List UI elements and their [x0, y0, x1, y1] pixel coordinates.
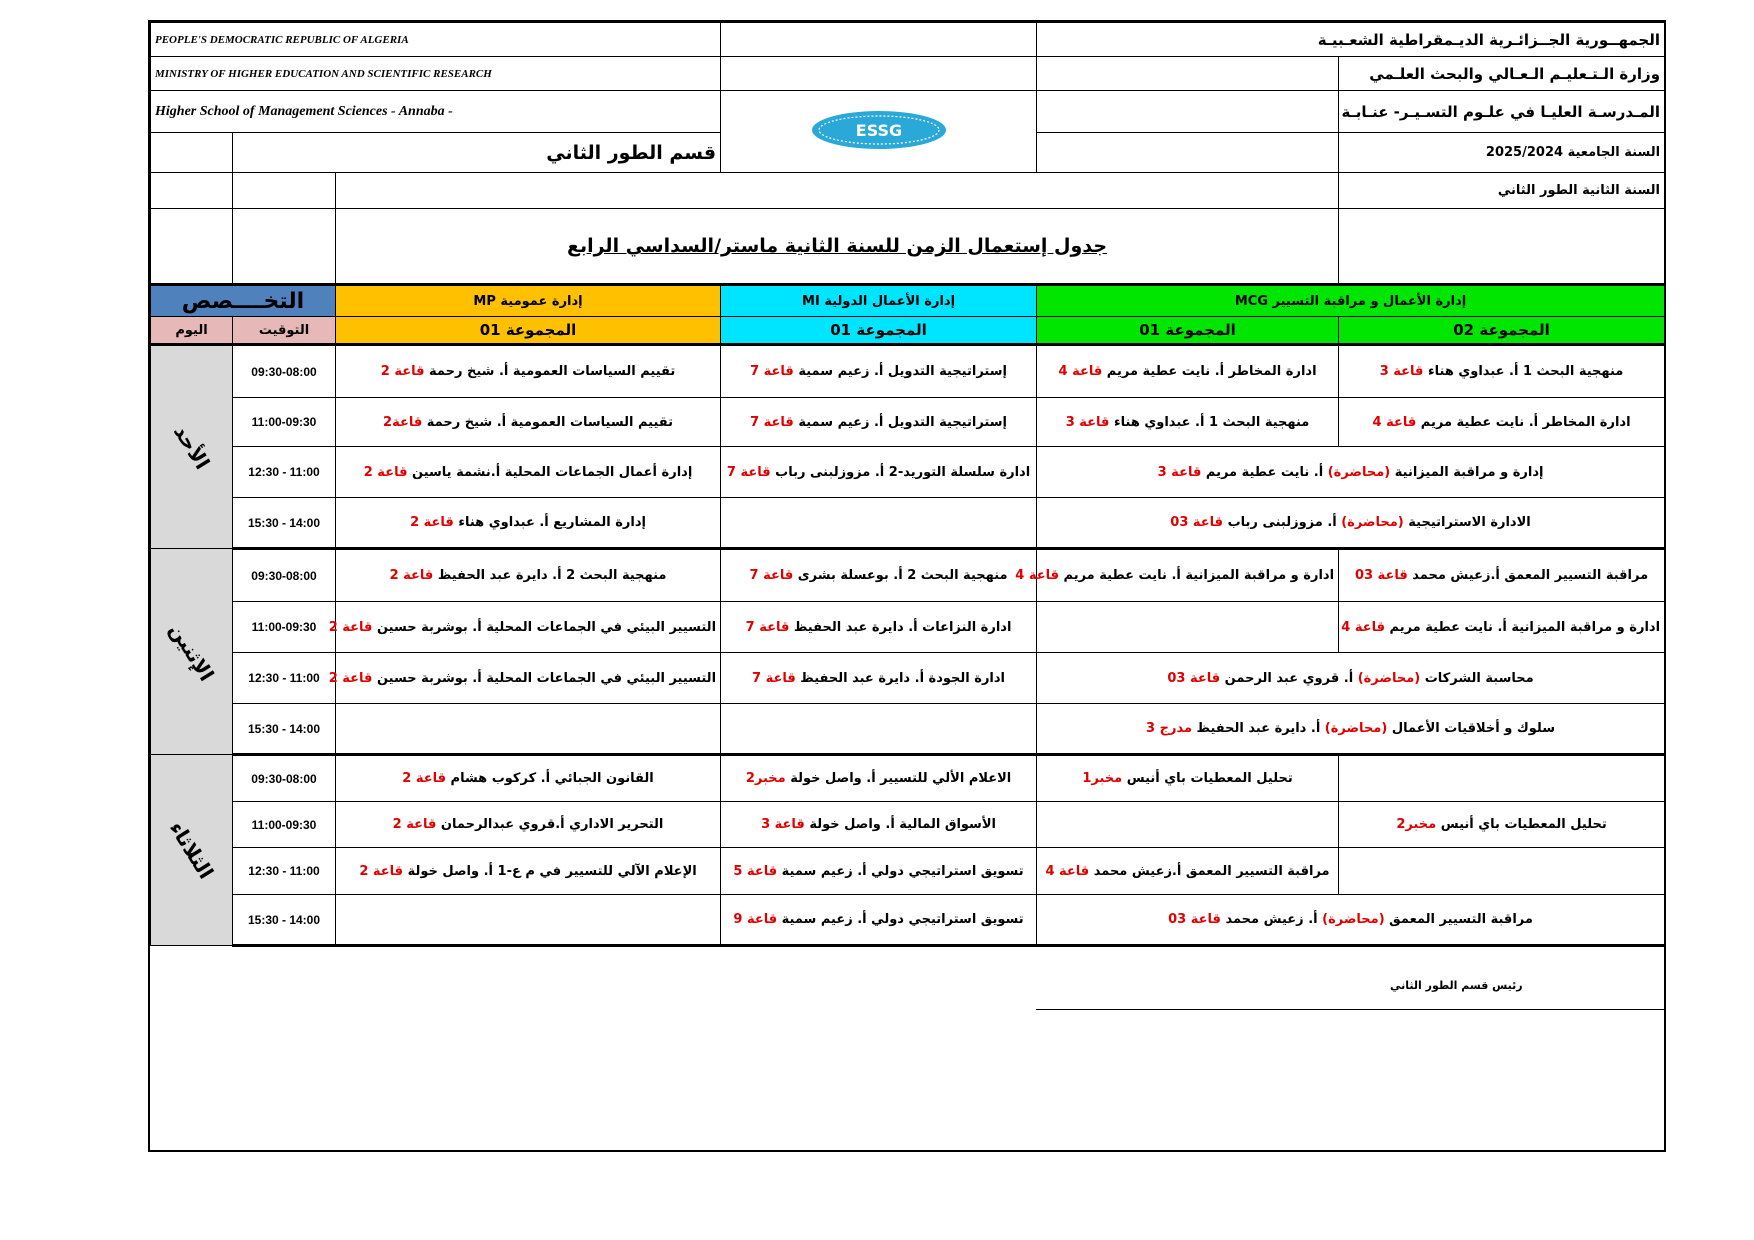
session-cell: تحليل المعطيات باي أنيس مخبر2	[1339, 802, 1665, 848]
session-cell: التحرير الاداري أ.قروي عبدالرحمان قاعة 2	[336, 802, 721, 848]
lecture-cell: محاسبة الشركات (محاضرة) أ. قروي عبد الرحمن قاعة 03	[1037, 653, 1665, 704]
col-mi-header: إدارة الأعمال الدولية MI	[721, 285, 1037, 317]
time-slot: 12:30 - 11:00	[233, 447, 336, 498]
time-slot: 11:00-09:30	[233, 602, 336, 653]
lecture-cell: مراقبة التسيير المعمق (محاضرة) أ. زعيش محمد قاعة 03	[1037, 895, 1665, 946]
header-en-ministry: MINISTRY OF HIGHER EDUCATION AND SCIENTIFIC RESEARCH	[151, 57, 721, 91]
time-slot: 12:30 - 11:00	[233, 653, 336, 704]
session-cell: الاعلام الألي للتسيير أ. واصل خولة مخبر2	[721, 755, 1037, 802]
schedule-title: جدول إستعمال الزمن للسنة الثانية ماستر/السداسي الرابع	[336, 209, 1339, 285]
specialty-header: التخــــصص	[151, 285, 336, 317]
session-cell: ادارة سلسلة التوريد-2 أ. مزوزلبنى رباب قاعة 7	[721, 447, 1037, 498]
logo-text: ESSG	[855, 120, 902, 140]
col-mp-header: إدارة عمومية MP	[336, 285, 721, 317]
table-row	[151, 602, 1665, 653]
empty-cell	[721, 704, 1037, 755]
session-cell: ادارة و مراقبة الميزانية أ. نايت عطية مريم قاعة 4	[1037, 549, 1339, 602]
session-cell: ادارة و مراقبة الميزانية أ. نايت عطية مريم قاعة 4	[1339, 602, 1665, 653]
group-mcg-2: المجموعة 02	[1339, 317, 1665, 345]
table-row	[151, 802, 1665, 848]
level-label: السنة الثانية الطور الثاني	[1339, 173, 1665, 209]
time-slot: 11:00-09:30	[233, 398, 336, 447]
table-row	[151, 398, 1665, 447]
header-ar-school: المـدرسـة العليـا في علـوم التسـيـر- عنـابـة	[1339, 91, 1665, 133]
time-slot: 11:00-09:30	[233, 802, 336, 848]
day-sunday: الأحد	[151, 345, 233, 549]
session-cell: ادارة المخاطر أ. نايت عطية مريم قاعة 4	[1339, 398, 1665, 447]
session-cell: الأسواق المالية أ. واصل خولة قاعة 3	[721, 802, 1037, 848]
signature-line	[1036, 1009, 1664, 1010]
session-cell: مراقبة التسيير المعمق أ.زعيش محمد قاعة 03	[1339, 549, 1665, 602]
table-row	[151, 848, 1665, 895]
session-cell: القانون الجبائي أ. كركوب هشام قاعة 2	[336, 755, 721, 802]
session-cell: إستراتيجية التدويل أ. زعيم سمية قاعة 7	[721, 398, 1037, 447]
table-row	[151, 895, 1665, 946]
session-cell: منهجية البحث 1 أ. عبداوي هناء قاعة 3	[1037, 398, 1339, 447]
session-cell: تقييم السياسات العمومية أ. شيخ رحمة قاعة2	[336, 398, 721, 447]
session-cell: إدارة المشاريع أ. عبداوي هناء قاعة 2	[336, 498, 721, 549]
session-cell: ادارة النزاعات أ. دايرة عبد الحفيظ قاعة 7	[721, 602, 1037, 653]
table-row	[151, 447, 1665, 498]
session-cell: تحليل المعطيات باي أنيس مخبر1	[1037, 755, 1339, 802]
header-en-republic: PEOPLE'S DEMOCRATIC REPUBLIC OF ALGERIA	[151, 23, 721, 57]
logo-cell	[721, 91, 1037, 173]
header-ar-republic: الجمهــورية الجــزائـرية الديـمقراطية الشعـبيـة	[1037, 23, 1665, 57]
header-blank	[151, 133, 233, 173]
session-cell: الإعلام الآلي للتسيير في م ع-1 أ. واصل خولة قاعة 2	[336, 848, 721, 895]
session-cell: التسيير البيئي في الجماعات المحلية أ. بوشربة حسين قاعة 2	[336, 602, 721, 653]
schedule-table	[150, 22, 1665, 947]
table-row	[151, 549, 1665, 602]
session-cell: منهجية البحث 2 أ. بوعسلة بشرى قاعة 7	[721, 549, 1037, 602]
empty-cell	[1037, 602, 1339, 653]
table-row	[151, 345, 1665, 398]
header-blank	[151, 173, 233, 209]
time-slot: 09:30-08:00	[233, 755, 336, 802]
empty-cell	[336, 704, 721, 755]
table-row	[151, 755, 1665, 802]
time-slot: 09:30-08:00	[233, 345, 336, 398]
header-blank	[336, 173, 1339, 209]
empty-cell	[721, 498, 1037, 549]
session-cell: منهجية البحث 1 أ. عبداوي هناء قاعة 3	[1339, 345, 1665, 398]
session-cell: منهجية البحث 2 أ. دايرة عبد الحفيظ قاعة 2	[336, 549, 721, 602]
year-label: السنة الجامعية	[1567, 145, 1661, 160]
lecture-cell: إدارة و مراقبة الميزانية (محاضرة) أ. نايت عطية مريم قاعة 3	[1037, 447, 1665, 498]
session-cell: ادارة المخاطر أ. نايت عطية مريم قاعة 4	[1037, 345, 1339, 398]
header-blank	[721, 23, 1037, 57]
group-mp: المجموعة 01	[336, 317, 721, 345]
empty-cell	[336, 895, 721, 946]
table-row	[151, 704, 1665, 755]
table-row	[151, 653, 1665, 704]
academic-year	[1339, 133, 1665, 173]
header-blank	[1037, 91, 1339, 133]
empty-cell	[1037, 802, 1339, 848]
time-slot: 12:30 - 11:00	[233, 848, 336, 895]
header-en-school: Higher School of Management Sciences - Annaba -	[151, 91, 721, 133]
table-row	[151, 498, 1665, 549]
department-name: قسم الطور الثاني	[233, 133, 721, 173]
year-value: 2025/2024	[1485, 145, 1564, 160]
header-blank	[1037, 57, 1339, 91]
header-blank	[1339, 209, 1665, 285]
session-cell: إستراتيجية التدويل أ. زعيم سمية قاعة 7	[721, 345, 1037, 398]
timetable-sheet	[148, 20, 1666, 1152]
day-tuesday: الثلاثاء	[151, 755, 233, 946]
session-cell: مراقبة التسيير المعمق أ.زعيش محمد قاعة 4	[1037, 848, 1339, 895]
time-slot: 15:30 - 14:00	[233, 704, 336, 755]
empty-cell	[1339, 755, 1665, 802]
session-cell: ادارة الجودة أ. دايرة عبد الحفيظ قاعة 7	[721, 653, 1037, 704]
header-blank	[233, 173, 336, 209]
school-logo	[809, 108, 949, 152]
time-slot: 15:30 - 14:00	[233, 895, 336, 946]
header-blank	[233, 209, 336, 285]
time-slot: 09:30-08:00	[233, 549, 336, 602]
lecture-cell: الادارة الاستراتيجية (محاضرة) أ. مزوزلبنى رباب قاعة 03	[1037, 498, 1665, 549]
group-mi: المجموعة 01	[721, 317, 1037, 345]
session-cell: تقييم السياسات العمومية أ. شيخ رحمة قاعة 2	[336, 345, 721, 398]
header-ar-ministry: وزارة الـتـعليـم الـعـالي والبحث العلـمي	[1339, 57, 1665, 91]
session-cell: التسيير البيئي في الجماعات المحلية أ. بوشربة حسين قاعة 2	[336, 653, 721, 704]
header-blank	[721, 57, 1037, 91]
day-label: اليوم	[151, 317, 233, 345]
day-monday: الإثنين	[151, 549, 233, 755]
group-mcg-1: المجموعة 01	[1037, 317, 1339, 345]
empty-cell	[1339, 848, 1665, 895]
header-blank	[1037, 133, 1339, 173]
session-cell: تسويق استراتيجي دولي أ. زعيم سمية قاعة 5	[721, 848, 1037, 895]
signature-label: رئيس قسم الطور الثاني	[1390, 979, 1523, 992]
time-slot: 15:30 - 14:00	[233, 498, 336, 549]
session-cell: إدارة أعمال الجماعات المحلية أ.نشمة ياسين قاعة 2	[336, 447, 721, 498]
header-blank	[151, 209, 233, 285]
time-label: التوقيت	[233, 317, 336, 345]
session-cell: تسويق استراتيجي دولي أ. زعيم سمية قاعة 9	[721, 895, 1037, 946]
col-mcg-header: إدارة الأعمال و مراقبة التسيير MCG	[1037, 285, 1665, 317]
lecture-cell: سلوك و أخلاقيات الأعمال (محاضرة) أ. دايرة عبد الحفيظ مدرج 3	[1037, 704, 1665, 755]
